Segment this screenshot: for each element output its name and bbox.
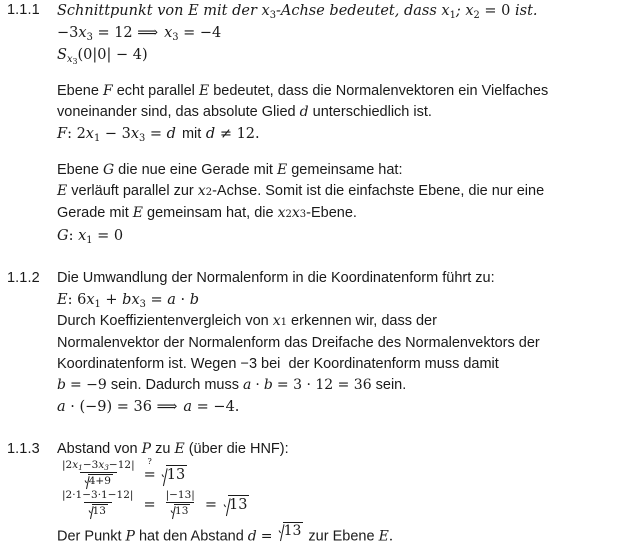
equation-plane-e-normalform: E: $6x_1 + bx_3 = a \cdot b$ [57,292,200,310]
paragraph-coefficient-comparison-line1: Durch Koeffizientenvergleich von x1 erkennen wir, dass der [57,313,437,329]
statement-distance-hnf: Abstand von P zu E (über die HNF): [57,441,289,457]
equals-symbol: = [143,497,156,513]
sqrt-icon: 13 [278,522,304,541]
section-number-1-1-1: 1.1.1 [7,2,40,18]
statement-normal-to-coordinate-form: Die Umwandlung der Normalenform in die Koordinatenform führt zu: [57,270,495,286]
section-body-1-1-2 [57,268,622,418]
fraction-denominator [166,502,194,521]
fraction-hnf-reduced [163,489,198,521]
fraction-numerator: |−13| [165,488,195,501]
equation-hnf-general [57,457,614,490]
sqrt-icon: 13 [170,504,190,518]
equals-symbol: = [204,497,217,513]
section-1-1-1 [0,0,622,247]
fraction-hnf-substituted [59,489,136,521]
paragraph-coefficient-comparison-line3: Koordinatenform ist. Wegen −3 bei der Koordinatenform muss damit [57,356,499,372]
fraction-numerator: |2·1−3·1−12| [62,488,134,501]
paragraph-plane-g-line1: Ebene G die nue eine Gerade mit E gemeinsame hat: [57,162,403,178]
section-body-1-1-1 [57,0,622,247]
equation-plane-g: G: $x_1 = 0$ [57,228,124,246]
equation-solve-a: a · (−9) = 36 ⟹ a = −4. [57,399,240,415]
conclusion-distance: Der Punkt P hat den Abstand d = 13 zur Ebene E. [57,523,394,545]
paragraph-plane-f-line1: Ebene F echt parallel E bedeutet, dass die Normalenvektoren ein Vielfaches [57,83,549,99]
statement-intersection-axis: Schnittpunkt von E mit der $x_3$-Achse bedeutet, dass $x_1$; $x_2 = 0$ ist. [57,3,538,21]
paragraph-coefficient-comparison-line4: b = −9 sein. Dadurch muss a · b = 3 · 12 = 36 sein. [57,377,407,393]
paragraph-gap [57,145,614,160]
paragraph-plane-g-line2: E verläuft parallel zur x2-Achse. Somit ist die einfachste Ebene, die nur eine [57,183,545,199]
equals-question-symbol: ? = [143,457,156,483]
fraction-denominator [84,502,112,521]
equation-x3-solve: $-3x_3 = 12$ ⟹ $x_3 = -4$ [57,25,222,43]
sqrt-icon: 4+9 [84,474,113,488]
paragraph-gap [57,66,614,81]
section-1-1-2 [0,268,622,418]
fraction-numerator: $|2x_1-3x_3-12|$ [62,458,135,472]
section-number-1-1-2: 1.1.2 [7,270,40,286]
paragraph-plane-f-line2: voneinander sind, das absolute Glied d unterschiedlich ist. [57,104,432,120]
equation-plane-f: F: $2x_1 - 3x_3 = d$ mit d ≠ 12. [57,126,260,144]
section-body-1-1-3 [57,439,622,548]
sqrt-icon: 13 [223,495,249,514]
section-1-1-3 [0,439,622,548]
equation-hnf-evaluated [57,490,614,520]
section-gap [0,418,622,439]
sqrt-icon: 13 [88,504,108,518]
sqrt-icon: 13 [161,465,187,484]
section-gap [0,247,622,268]
paragraph-coefficient-comparison-line2: Normalenvektor der Normalenform das Dreifache des Normalenvektors der [57,335,540,351]
question-mark-accent: ? [147,457,152,466]
section-number-1-1-3: 1.1.3 [7,441,40,457]
point-s-x3: $S_{x_3}(0|0| - 4)$ [57,47,148,66]
paragraph-plane-g-line3: Gerade mit E gemeinsam hat, die x2x3-Ebene. [57,205,357,221]
fraction-hnf-general [59,459,138,491]
